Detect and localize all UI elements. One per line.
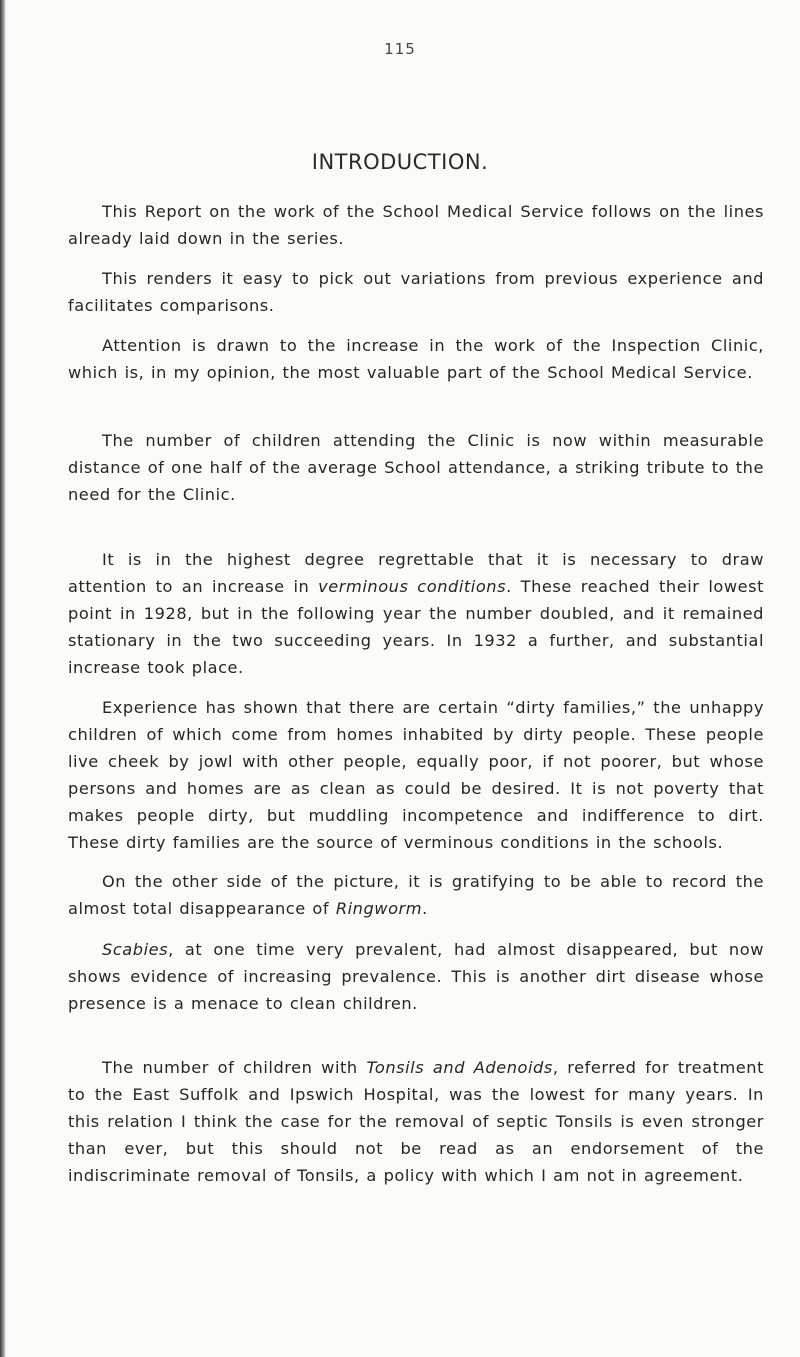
- page-edge-shadow: [0, 0, 6, 1357]
- paragraph-scabies: [68, 936, 764, 1017]
- paragraph-variations: [68, 265, 764, 319]
- emphasis-scabies: Scabies: [102, 940, 169, 959]
- paragraph-verminous-conditions: [68, 546, 764, 681]
- paragraph-text: On the other side of the picture, it is gratifying to be able to record the almost total disappearance of: [68, 872, 764, 918]
- emphasis-verminous-conditions: verminous conditions: [318, 577, 507, 596]
- paragraph-text: It is in the highest degree regrettable that it is necessary to draw attention to an increase in: [68, 550, 764, 596]
- paragraph-text: The number of children with: [102, 1058, 367, 1077]
- paragraph-text: . These reached their lowest point in 1928, but in the following year the number doubled, and it remained stationary in the two succeeding years. In 1932 a further, and substantial increase took place.: [68, 577, 764, 677]
- paragraph-text: , referred for treatment to the East Suffolk and Ipswich Hospital, was the lowest for many years. In this relation I think the case for the removal of septic Tonsils is even stronger than ever, but this should not be read as an endorsement of the indiscriminate removal of Tonsils, a policy with which I am not in agreement.: [68, 1058, 764, 1185]
- page-title: INTRODUCTION.: [311, 150, 489, 174]
- emphasis-ringworm: Ringworm: [335, 899, 423, 918]
- paragraph-text: .: [422, 899, 428, 918]
- emphasis-tonsils-adenoids: Tonsils and Adenoids: [366, 1058, 553, 1077]
- paragraph-clinic-attendance: [68, 427, 764, 508]
- paragraph-text: The number of children attending the Clinic is now within measurable distance of one half of the average School attendance, a striking tribute to the need for the Clinic.: [68, 431, 764, 504]
- paragraph-inspection-clinic: [68, 332, 764, 386]
- paragraph-tonsils-adenoids: [68, 1054, 764, 1189]
- paragraph-text: This renders it easy to pick out variations from previous experience and facilitates comparisons.: [68, 269, 764, 315]
- paragraph-text: , at one time very prevalent, had almost disappeared, but now shows evidence of increasing prevalence. This is another dirt disease whose presence is a menace to clean children.: [68, 940, 764, 1013]
- paragraph-text: Experience has shown that there are certain “dirty families,” the unhappy children of which come from homes inhabited by dirty people. These people live cheek by jowl with other people, equally poor, if not poorer, but whose persons and homes are as clean as could be desired. It is not poverty that makes people dirty, but muddling incompetence and indifference to dirt. These dirty families are the source of verminous conditions in the schools.: [68, 698, 764, 852]
- paragraph-report-intro: [68, 198, 764, 252]
- paragraph-text: Attention is drawn to the increase in the work of the Inspection Clinic, which is, in my opinion, the most valuable part of the School Medical Service.: [68, 336, 764, 382]
- page-number: 115: [384, 40, 416, 58]
- paragraph-dirty-families: [68, 694, 764, 856]
- paragraph-text: This Report on the work of the School Medical Service follows on the lines already laid down in the series.: [68, 202, 764, 248]
- paragraph-ringworm: [68, 868, 764, 922]
